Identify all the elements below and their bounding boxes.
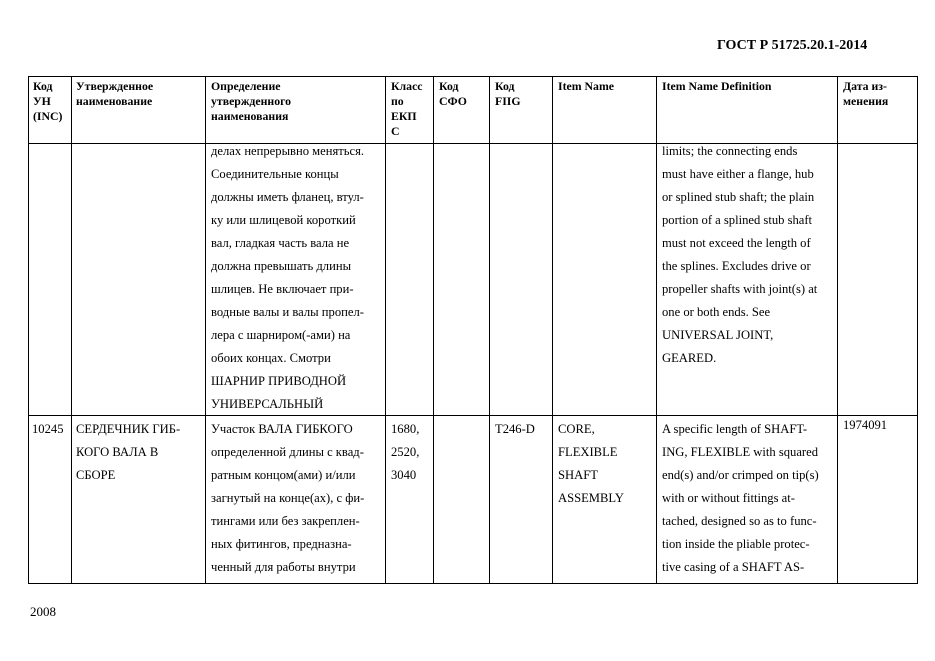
row2-change-date: 1974091 xyxy=(843,418,888,432)
column-divider xyxy=(656,76,657,584)
row1-definition: делах непрерывно меняться. Соединительные концы должны иметь фланец, втул- ку или шлицевой короткий вал, гладкая часть вала не должна превышать длины шлицев. Не включает при- водные валы и валы пропел- лера с шарниром(-ами) на обоих концах. Смотри ШАРНИР ПРИВОДНОЙ УНИВЕРСАЛЬНЫЙ xyxy=(211,144,365,411)
header-definition: Определение утвержденного наименования xyxy=(211,79,292,123)
column-divider xyxy=(28,76,29,584)
header-fiig-code: Код FIIG xyxy=(495,79,521,108)
column-divider xyxy=(433,76,434,584)
header-sfo-code: Код СФО xyxy=(439,79,467,108)
column-divider xyxy=(552,76,553,584)
header-item-name-definition: Item Name Definition xyxy=(662,79,772,93)
row2-item-name-definition: A specific length of SHAFT- ING, FLEXIBLE with squared end(s) and/or crimped on tip(s) with or without fittings at- tached, designed so as to func- tion inside the pliable protec- tive casing of a SHAFT AS- xyxy=(662,422,819,574)
row-divider xyxy=(28,415,918,416)
header-item-name: Item Name xyxy=(558,79,615,93)
column-divider xyxy=(917,76,918,584)
row2-inc: 10245 xyxy=(32,422,64,436)
header-approved-name: Утвержденное наименование xyxy=(76,79,154,108)
row2-definition: Участок ВАЛА ГИБКОГО определенной длины с квад- ратным концом(ами) и/или загнутый на конце(ах), с фи- тингами или без закреплен- ных фитингов, предназна- ченный для работы внутри xyxy=(211,422,365,574)
column-divider xyxy=(385,76,386,584)
standard-code: ГОСТ Р 51725.20.1-2014 xyxy=(717,38,868,53)
table-top-border xyxy=(28,76,918,77)
column-divider xyxy=(71,76,72,584)
row2-ekps-class: 1680, 2520, 3040 xyxy=(391,422,420,482)
table-bottom-border xyxy=(28,583,918,584)
row2-fiig-code: T246-D xyxy=(495,422,535,436)
row2-item-name: CORE, FLEXIBLE SHAFT ASSEMBLY xyxy=(558,422,624,505)
page-number: 2008 xyxy=(30,604,56,619)
header-inc: Код УН (INC) xyxy=(33,79,63,123)
row2-approved-name: СЕРДЕЧНИК ГИБ- КОГО ВАЛА В СБОРЕ xyxy=(76,422,181,482)
column-divider xyxy=(837,76,838,584)
nomenclature-table xyxy=(28,76,918,584)
header-ekps-class: Класс по ЕКП С xyxy=(391,79,423,138)
header-change-date: Дата из- менения xyxy=(843,79,889,108)
column-divider xyxy=(205,76,206,584)
row1-item-name-definition: limits; the connecting ends must have either a flange, hub or splined stub shaft; the plain portion of a splined stub shaft must not exceed the length of the splines. Excludes drive or propeller shafts with joint(s) at one or both ends. See UNIVERSAL JOINT, GEARED. xyxy=(662,144,818,365)
column-divider xyxy=(489,76,490,584)
